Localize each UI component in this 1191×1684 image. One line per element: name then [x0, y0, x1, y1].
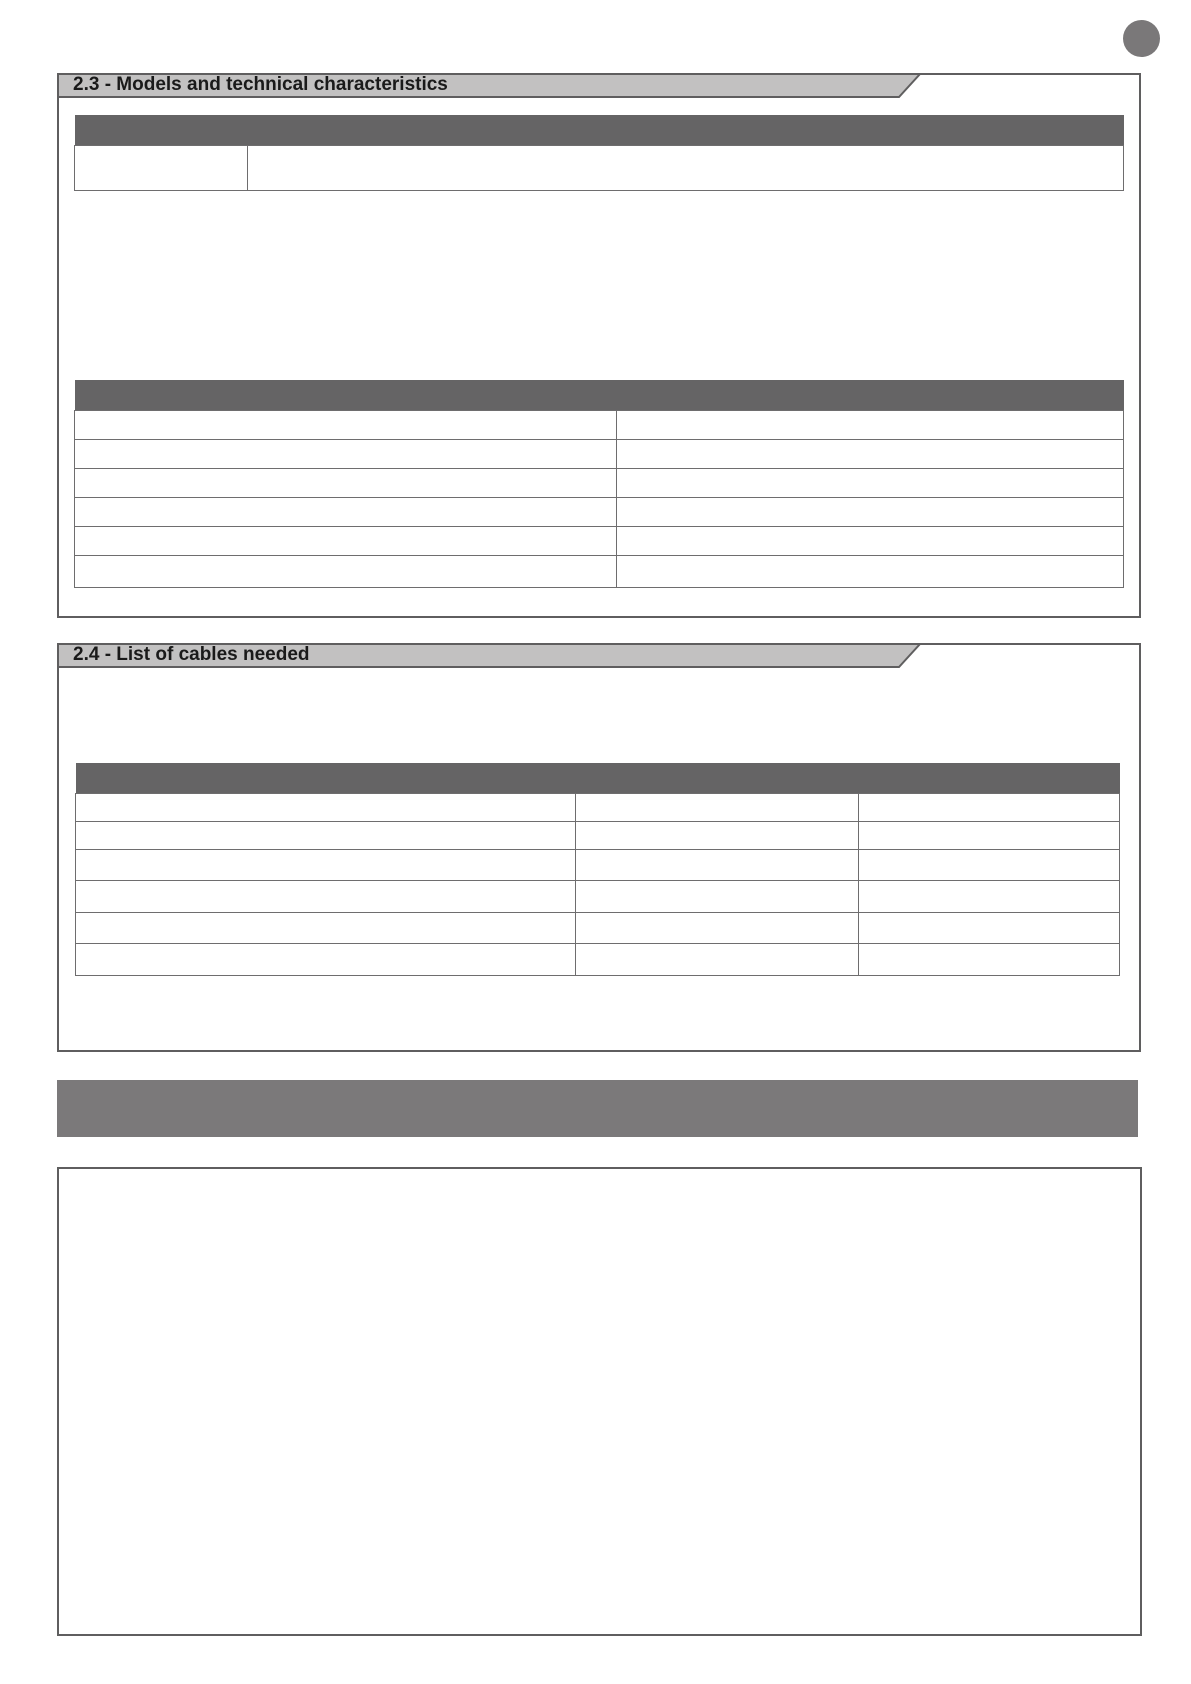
table-header: [76, 763, 1120, 794]
table-row: [75, 527, 1124, 556]
table-cell: [859, 913, 1120, 944]
table-cell: [617, 527, 1124, 556]
table-cell: [75, 556, 617, 588]
table-cell: [576, 913, 859, 944]
section-tab: [57, 73, 921, 99]
section-title: 2.4 - List of cables needed: [73, 644, 310, 665]
content-frame: [57, 1167, 1142, 1636]
table-cell: [617, 469, 1124, 498]
table-cell: [576, 944, 859, 976]
table-cell: [75, 411, 617, 440]
table-cell: [576, 881, 859, 913]
table-cell: [76, 881, 576, 913]
models-table: [74, 115, 1124, 191]
table-header: [75, 380, 1124, 411]
table-cell: [617, 411, 1124, 440]
table-cell: [576, 850, 859, 881]
cables-table: [75, 763, 1120, 976]
table-cell: [859, 850, 1120, 881]
page-number-marker: [1123, 20, 1160, 57]
table-row: [76, 944, 1120, 976]
table-cell: [576, 822, 859, 850]
table-row: [75, 440, 1124, 469]
technical-characteristics-table: [74, 380, 1124, 588]
table-cell: [859, 794, 1120, 822]
section-list-of-cables-needed: [57, 643, 1141, 1052]
table-cell: [576, 794, 859, 822]
section-tab: [57, 643, 921, 669]
table-cell: [859, 881, 1120, 913]
table-cell: [617, 556, 1124, 588]
table-cell: [76, 850, 576, 881]
table-cell: [76, 822, 576, 850]
table-row: [76, 822, 1120, 850]
table-row: [76, 794, 1120, 822]
table-row: [75, 556, 1124, 588]
table-cell: [859, 822, 1120, 850]
table-row: [76, 881, 1120, 913]
section-title: 2.3 - Models and technical characteristics: [73, 74, 448, 95]
chapter-heading-band: [57, 1080, 1138, 1137]
table-cell: [75, 469, 617, 498]
table-header-row: [75, 115, 1124, 146]
table-header-row: [75, 380, 1124, 411]
section-models-technical-characteristics: [57, 73, 1141, 618]
table-cell: [617, 498, 1124, 527]
table-cell: [75, 146, 248, 191]
table-row: [76, 913, 1120, 944]
table-row: [75, 146, 1124, 191]
table-cell: [75, 527, 617, 556]
table-cell: [248, 146, 1124, 191]
table-row: [75, 469, 1124, 498]
table-row: [75, 498, 1124, 527]
table-cell: [75, 440, 617, 469]
table-cell: [859, 944, 1120, 976]
table-row: [76, 850, 1120, 881]
table-cell: [617, 440, 1124, 469]
table-header-row: [76, 763, 1120, 794]
table-cell: [76, 944, 576, 976]
table-row: [75, 411, 1124, 440]
table-cell: [76, 794, 576, 822]
table-header: [75, 115, 1124, 146]
table-cell: [75, 498, 617, 527]
table-cell: [76, 913, 576, 944]
